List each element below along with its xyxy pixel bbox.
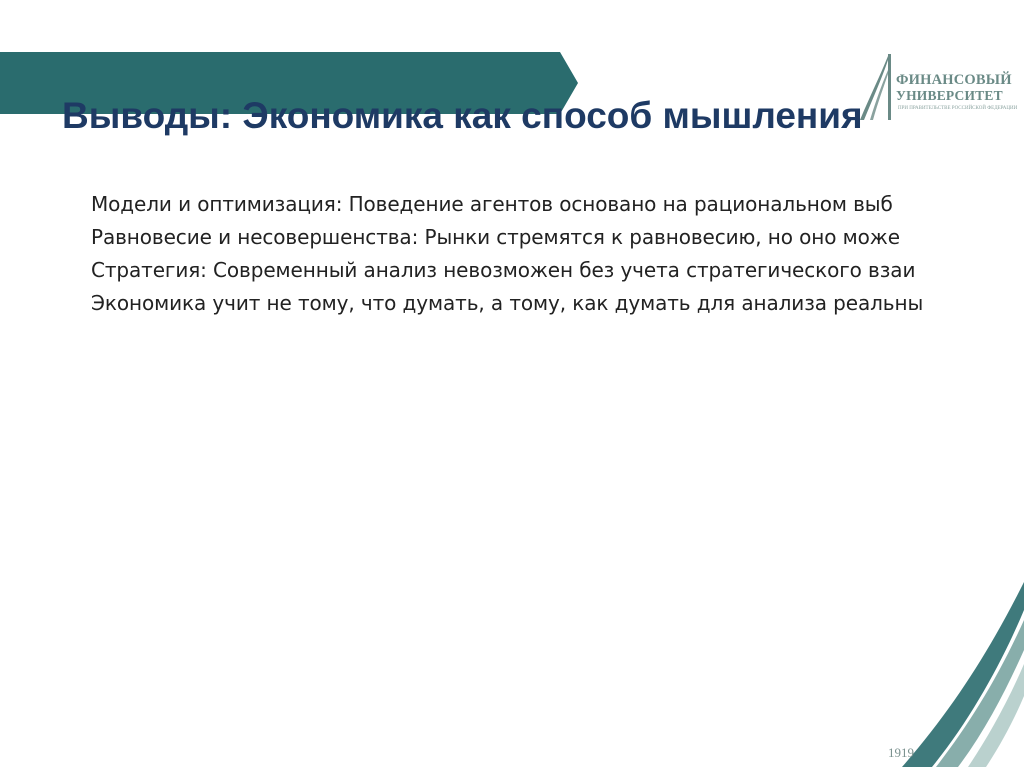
logo-line-2: УНИВЕРСИТЕТ [896,88,1003,103]
body-line: Стратегия: Современный анализ невозможен без учета стратегического взаи [91,258,916,282]
footer-year: 1919 [888,745,914,760]
body-line: Экономика учит не тому, что думать, а тому, как думать для анализа реальны [91,291,924,315]
body-line: Равновесие и несовершенства: Рынки стремятся к равновесию, но оно може [91,225,900,249]
slide-title: Выводы: Экономика как способ мышления [62,95,863,136]
logo-line-3: ПРИ ПРАВИТЕЛЬСТВЕ РОССИЙСКОЙ ФЕДЕРАЦИИ [898,106,1018,111]
university-logo [858,50,1018,122]
body-text [91,188,1024,320]
logo-mark-icon [858,50,898,122]
body-line: Модели и оптимизация: Поведение агентов основано на рациональном выб [91,192,893,216]
decorative-curves [840,560,1024,767]
logo-line-1: ФИНАНСОВЫЙ [896,72,1012,88]
